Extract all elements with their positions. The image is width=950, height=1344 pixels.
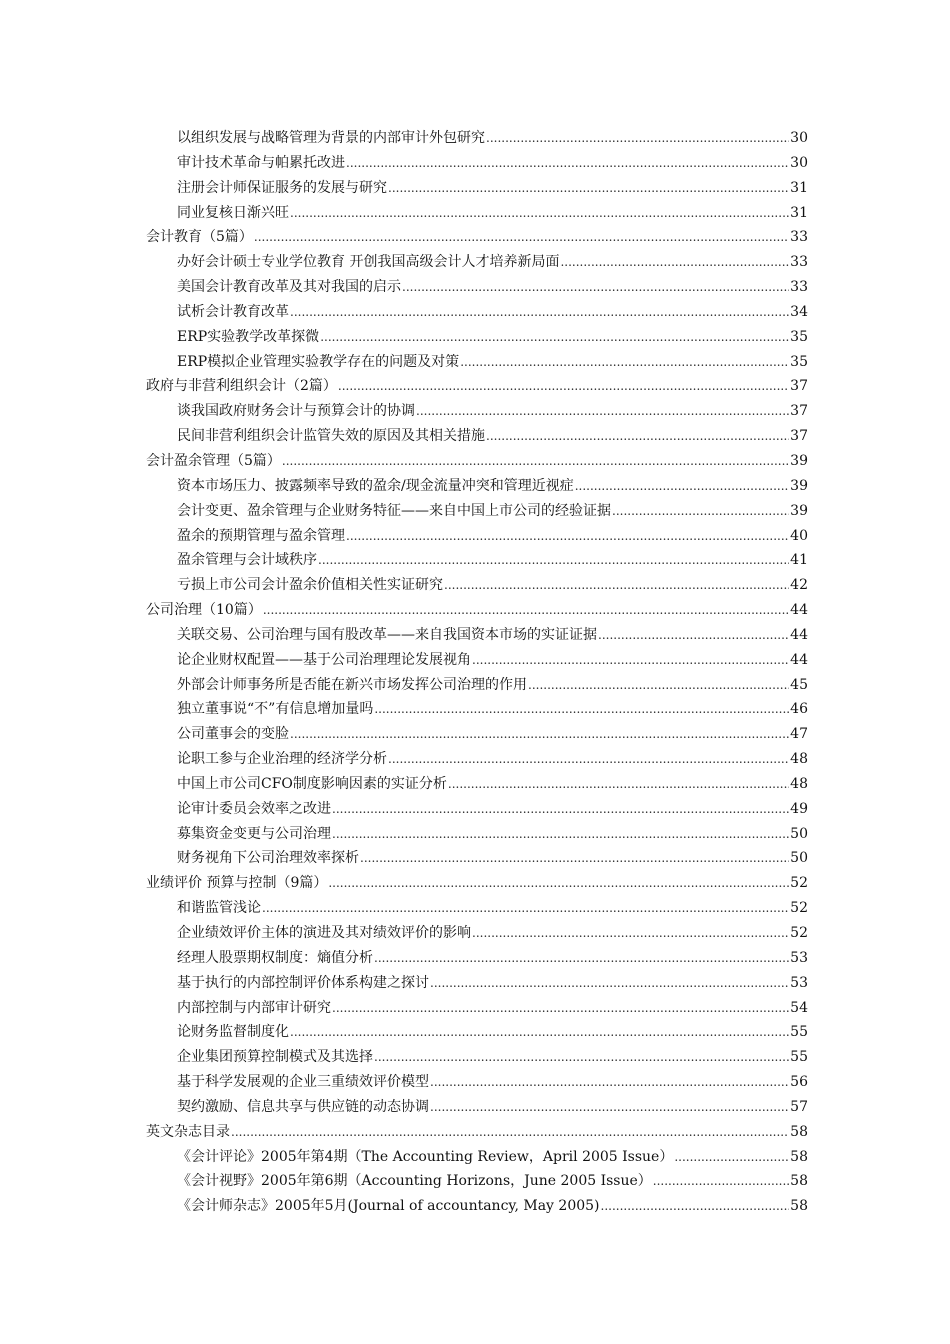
toc-section-entry[interactable] — [146, 1120, 808, 1145]
toc-entry-title: 财务视角下公司治理效率探析 — [177, 850, 359, 867]
toc-entry[interactable] — [146, 201, 808, 226]
toc-entry-title: 资本市场压力、披露频率导致的盈余/现金流量冲突和管理近视症 — [177, 477, 574, 494]
toc-dot-leader — [575, 474, 789, 499]
toc-entry-title: 以组织发展与战略管理为背景的内部审计外包研究 — [177, 130, 485, 146]
toc-page-number: 49 — [790, 800, 808, 817]
toc-entry[interactable] — [146, 548, 808, 573]
toc-entry[interactable] — [146, 1070, 808, 1095]
toc-dot-leader — [290, 722, 789, 747]
toc-entry[interactable] — [146, 673, 808, 698]
toc-page-number: 50 — [790, 850, 808, 867]
toc-dot-leader — [486, 126, 789, 151]
toc-page-number: 50 — [790, 825, 808, 842]
toc-section-entry[interactable] — [146, 374, 808, 399]
toc-page-number: 58 — [790, 1198, 808, 1215]
toc-page-number: 55 — [790, 1049, 808, 1066]
toc-dot-leader — [332, 797, 789, 822]
toc-dot-leader — [402, 275, 789, 300]
toc-dot-leader — [231, 1120, 789, 1145]
toc-page-number: 35 — [790, 328, 808, 345]
toc-entry[interactable] — [146, 499, 808, 524]
toc-dot-leader — [290, 1020, 789, 1045]
toc-dot-leader — [560, 250, 789, 275]
toc-entry[interactable] — [146, 350, 808, 375]
toc-dot-leader — [338, 374, 789, 399]
toc-dot-leader — [374, 697, 789, 722]
toc-dot-leader — [262, 896, 789, 921]
toc-entry[interactable] — [146, 275, 808, 300]
toc-page-number: 44 — [790, 602, 808, 619]
toc-page-number: 33 — [790, 254, 808, 271]
toc-entry-title: 论企业财权配置——基于公司治理理论发展视角 — [177, 651, 471, 668]
toc-page-number: 37 — [790, 378, 808, 395]
toc-dot-leader — [282, 449, 789, 474]
toc-entry-title: 公司治理（10篇） — [146, 602, 262, 619]
toc-entry-title: 独立董事说“不”有信息增加量吗 — [177, 701, 374, 718]
toc-page-number: 58 — [790, 1173, 808, 1190]
toc-page-number: 30 — [790, 154, 808, 171]
toc-entry-title: 公司董事会的变脸 — [177, 726, 289, 743]
toc-entry-title: 企业绩效评价主体的演进及其对绩效评价的影响 — [177, 925, 471, 941]
toc-page-number: 53 — [790, 949, 808, 966]
toc-dot-leader — [328, 871, 789, 896]
toc-entry-title: 盈余管理与会计域秩序 — [177, 552, 317, 569]
toc-entry[interactable] — [146, 126, 808, 151]
toc-page-number: 54 — [790, 999, 808, 1016]
toc-entry-title: 关联交易、公司治理与国有股改革——来自我国资本市场的实证证据 — [177, 626, 597, 643]
toc-dot-leader — [472, 648, 789, 673]
toc-entry[interactable] — [146, 151, 808, 176]
toc-page-number: 31 — [790, 179, 808, 196]
toc-dot-leader — [318, 548, 789, 573]
toc-entry[interactable] — [146, 971, 808, 996]
toc-entry[interactable] — [146, 946, 808, 971]
toc-entry[interactable] — [146, 573, 808, 598]
toc-dot-leader — [601, 1194, 790, 1219]
toc-page-number: 42 — [790, 577, 808, 594]
toc-entry[interactable] — [146, 623, 808, 648]
toc-entry[interactable] — [146, 1045, 808, 1070]
toc-entry-title: 论职工参与企业治理的经济学分析 — [177, 751, 387, 768]
toc-entry-title: 《会计评论》2005年第4期（The Accounting Review，April 2005 Issue） — [177, 1148, 674, 1165]
toc-page-number: 55 — [790, 1024, 808, 1041]
toc-entry-title: 基于科学发展观的企业三重绩效评价模型 — [177, 1074, 429, 1091]
toc-page-number: 33 — [790, 279, 808, 296]
toc-page-number: 31 — [790, 204, 808, 221]
toc-page-number: 48 — [790, 751, 808, 768]
toc-entry-title: 业绩评价 预算与控制（9篇） — [146, 875, 328, 892]
toc-dot-leader — [374, 946, 789, 971]
toc-dot-leader — [430, 971, 789, 996]
toc-dot-leader — [320, 325, 789, 350]
toc-page-number: 58 — [790, 1148, 808, 1165]
toc-dot-leader — [528, 673, 789, 698]
toc-page-number: 39 — [790, 452, 808, 469]
toc-entry-title: 英文杂志目录 — [146, 1123, 230, 1140]
toc-page-number: 33 — [790, 229, 808, 246]
toc-entry-title: 企业集团预算控制模式及其选择 — [177, 1049, 373, 1066]
toc-dot-leader — [460, 350, 789, 375]
toc-section-entry[interactable] — [146, 598, 808, 623]
toc-page-number: 30 — [790, 130, 808, 146]
toc-entry-title: 民间非营利组织会计监管失效的原因及其相关措施 — [177, 428, 485, 445]
toc-entry[interactable] — [146, 1020, 808, 1045]
toc-page-number: 37 — [790, 428, 808, 445]
toc-dot-leader — [254, 225, 789, 250]
toc-page-number: 56 — [790, 1074, 808, 1091]
toc-entry-title: 外部会计师事务所是否能在新兴市场发挥公司治理的作用 — [177, 676, 527, 693]
toc-page-number: 44 — [790, 626, 808, 643]
toc-section-entry[interactable] — [146, 449, 808, 474]
toc-entry[interactable] — [146, 822, 808, 847]
toc-entry[interactable] — [146, 250, 808, 275]
toc-entry-title: 同业复核日渐兴旺 — [177, 204, 289, 221]
toc-page-number: 34 — [790, 303, 808, 320]
toc-page-number: 39 — [790, 477, 808, 494]
toc-entry[interactable] — [146, 996, 808, 1021]
toc-dot-leader — [448, 772, 789, 797]
toc-page-number: 37 — [790, 403, 808, 420]
toc-entry-title: 契约激励、信息共享与供应链的动态协调 — [177, 1098, 429, 1115]
toc-page-number: 52 — [790, 925, 808, 941]
toc-entry[interactable] — [146, 1095, 808, 1120]
table-of-contents — [146, 126, 808, 1219]
toc-entry-title: 会计变更、盈余管理与企业财务特征——来自中国上市公司的经验证据 — [177, 502, 611, 519]
toc-page-number: 48 — [790, 775, 808, 792]
toc-dot-leader — [290, 300, 789, 325]
toc-entry-title: 《会计视野》2005年第6期（Accounting Horizons，June 2005 Issue） — [177, 1173, 652, 1190]
toc-page-number: 39 — [790, 502, 808, 519]
toc-section-entry[interactable] — [146, 871, 808, 896]
toc-dot-leader — [430, 1070, 789, 1095]
toc-entry[interactable] — [146, 300, 808, 325]
toc-entry-title: 亏损上市公司会计盈余价值相关性实证研究 — [177, 577, 443, 594]
toc-entry-title: 注册会计师保证服务的发展与研究 — [177, 179, 387, 196]
toc-entry-title: 经理人股票期权制度：熵值分析 — [177, 949, 373, 966]
toc-page-number: 52 — [790, 875, 808, 892]
toc-dot-leader — [290, 201, 789, 226]
toc-entry-title: 政府与非营利组织会计（2篇） — [146, 378, 337, 395]
toc-entry-title: 内部控制与内部审计研究 — [177, 999, 331, 1016]
toc-page-number: 53 — [790, 974, 808, 991]
toc-dot-leader — [416, 399, 789, 424]
toc-entry[interactable] — [146, 896, 808, 921]
toc-dot-leader — [374, 1045, 789, 1070]
toc-entry[interactable] — [146, 176, 808, 201]
toc-dot-leader — [653, 1169, 789, 1194]
toc-dot-leader — [332, 996, 789, 1021]
toc-entry-title: 《会计师杂志》2005年5月(Journal of accountancy, May 2005) — [177, 1198, 600, 1215]
toc-entry-title: 基于执行的内部控制评价体系构建之探讨 — [177, 974, 429, 991]
toc-entry-title: 论审计委员会效率之改进 — [177, 800, 331, 817]
toc-page-number: 47 — [790, 726, 808, 743]
toc-dot-leader — [472, 921, 789, 946]
toc-entry-title: 办好会计硕士专业学位教育 开创我国高级会计人才培养新局面 — [177, 254, 560, 271]
toc-dot-leader — [360, 846, 789, 871]
toc-dot-leader — [612, 499, 789, 524]
toc-entry-title: 会计教育（5篇） — [146, 229, 253, 246]
toc-page-number: 46 — [790, 701, 808, 718]
toc-entry[interactable] — [146, 524, 808, 549]
toc-dot-leader — [346, 151, 789, 176]
toc-page-number: 44 — [790, 651, 808, 668]
toc-entry-title: 盈余的预期管理与盈余管理 — [177, 527, 345, 544]
toc-dot-leader — [444, 573, 789, 598]
toc-entry[interactable] — [146, 697, 808, 722]
toc-page-number: 45 — [790, 676, 808, 693]
toc-entry[interactable] — [146, 722, 808, 747]
toc-page-number: 57 — [790, 1098, 808, 1115]
toc-page-number: 40 — [790, 527, 808, 544]
toc-entry-title: ERP实验教学改革探微 — [177, 328, 320, 345]
toc-dot-leader — [332, 822, 789, 847]
toc-entry-title: ERP模拟企业管理实验教学存在的问题及对策 — [177, 353, 460, 370]
toc-entry-title: 审计技术革命与帕累托改进 — [177, 154, 345, 171]
toc-page-number: 35 — [790, 353, 808, 370]
toc-section-entry[interactable] — [146, 225, 808, 250]
toc-entry[interactable] — [146, 424, 808, 449]
toc-dot-leader — [346, 524, 789, 549]
toc-entry[interactable] — [146, 747, 808, 772]
toc-entry[interactable] — [146, 772, 808, 797]
toc-entry[interactable] — [146, 1145, 808, 1170]
toc-dot-leader — [388, 176, 789, 201]
toc-entry[interactable] — [146, 399, 808, 424]
toc-page-number: 58 — [790, 1123, 808, 1140]
toc-entry[interactable] — [146, 921, 808, 946]
toc-entry-title: 论财务监督制度化 — [177, 1024, 289, 1041]
toc-entry-title: 募集资金变更与公司治理 — [177, 825, 331, 842]
toc-dot-leader — [598, 623, 789, 648]
toc-dot-leader — [388, 747, 789, 772]
toc-entry[interactable] — [146, 846, 808, 871]
toc-entry-title: 会计盈余管理（5篇） — [146, 452, 281, 469]
toc-entry-title: 中国上市公司CFO制度影响因素的实证分析 — [177, 775, 447, 792]
toc-entry[interactable] — [146, 474, 808, 499]
toc-page-number: 41 — [790, 552, 808, 569]
toc-entry[interactable] — [146, 1194, 808, 1219]
toc-entry-title: 试析会计教育改革 — [177, 303, 289, 320]
toc-entry-title: 谈我国政府财务会计与预算会计的协调 — [177, 403, 415, 420]
toc-entry[interactable] — [146, 648, 808, 673]
toc-dot-leader — [486, 424, 789, 449]
toc-dot-leader — [430, 1095, 789, 1120]
toc-dot-leader — [674, 1145, 789, 1170]
toc-entry[interactable] — [146, 1169, 808, 1194]
toc-entry[interactable] — [146, 797, 808, 822]
toc-entry[interactable] — [146, 325, 808, 350]
toc-page-number: 52 — [790, 900, 808, 917]
toc-entry-title: 美国会计教育改革及其对我国的启示 — [177, 279, 401, 296]
toc-dot-leader — [263, 598, 789, 623]
toc-entry-title: 和谐监管浅论 — [177, 900, 261, 917]
